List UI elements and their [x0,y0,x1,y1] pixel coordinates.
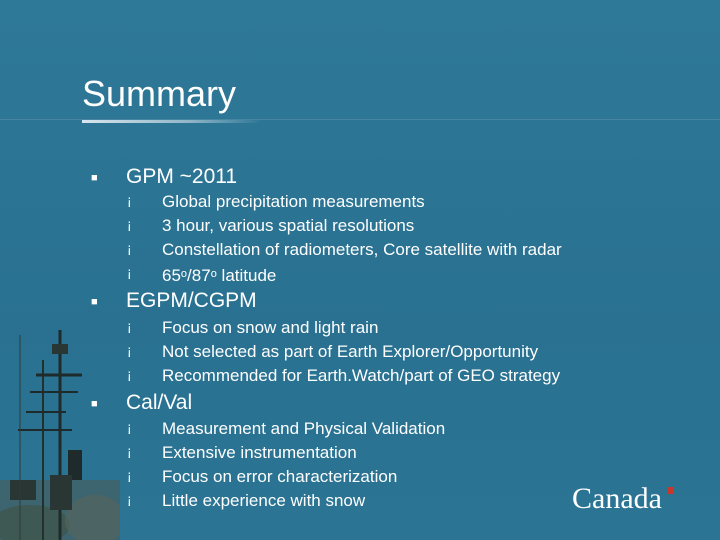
sub-bullet: ¡ [127,240,132,256]
sub-bullet: ¡ [127,342,132,358]
section-heading-gpm: GPM ~2011 [126,165,238,188]
sub-bullet: ¡ [127,467,132,483]
latitude-slash: / [187,266,192,285]
list-item: Global precipitation measurements [162,192,425,211]
list-item: Little experience with snow [162,491,366,510]
sub-bullet: ¡ [127,419,132,435]
slide-title: Summary [82,73,237,114]
title-underline [82,120,262,123]
sub-bullet: ¡ [127,264,132,280]
section-bullet: ■ [91,296,98,308]
section-heading-egpm: EGPM/CGPM [126,289,257,312]
list-item: Constellation of radiometers, Core satellite with radar [162,240,562,259]
list-item: Focus on error characterization [162,467,398,486]
sub-bullet: ¡ [127,192,132,208]
list-item: Focus on snow and light rain [162,318,379,337]
sub-bullet: ¡ [127,491,132,507]
list-item: Recommended for Earth.Watch/part of GEO strategy [162,366,561,385]
section-bullet: ■ [91,398,98,410]
list-item: Extensive instrumentation [162,443,357,462]
list-item-latitude [162,264,276,286]
sub-bullet: ¡ [127,216,132,232]
section-bullet: ■ [91,172,98,184]
list-item: 3 hour, various spatial resolutions [162,216,415,235]
canada-flag-icon [667,487,674,494]
sub-bullet: ¡ [127,366,132,382]
degree-symbol: o [180,268,188,280]
latitude-value-a: 65 [162,266,181,285]
sub-bullet: ¡ [127,318,132,334]
latitude-label: latitude [216,266,277,285]
degree-symbol: o [210,268,217,280]
list-item: Measurement and Physical Validation [162,419,446,438]
list-item: Not selected as part of Earth Explorer/Opportunity [162,342,539,361]
canada-wordmark: Canada [572,482,662,515]
sub-bullet: ¡ [127,443,132,459]
tower-photo [0,330,120,540]
latitude-value-b: 87 [191,266,211,285]
section-heading-calval: Cal/Val [126,391,193,414]
